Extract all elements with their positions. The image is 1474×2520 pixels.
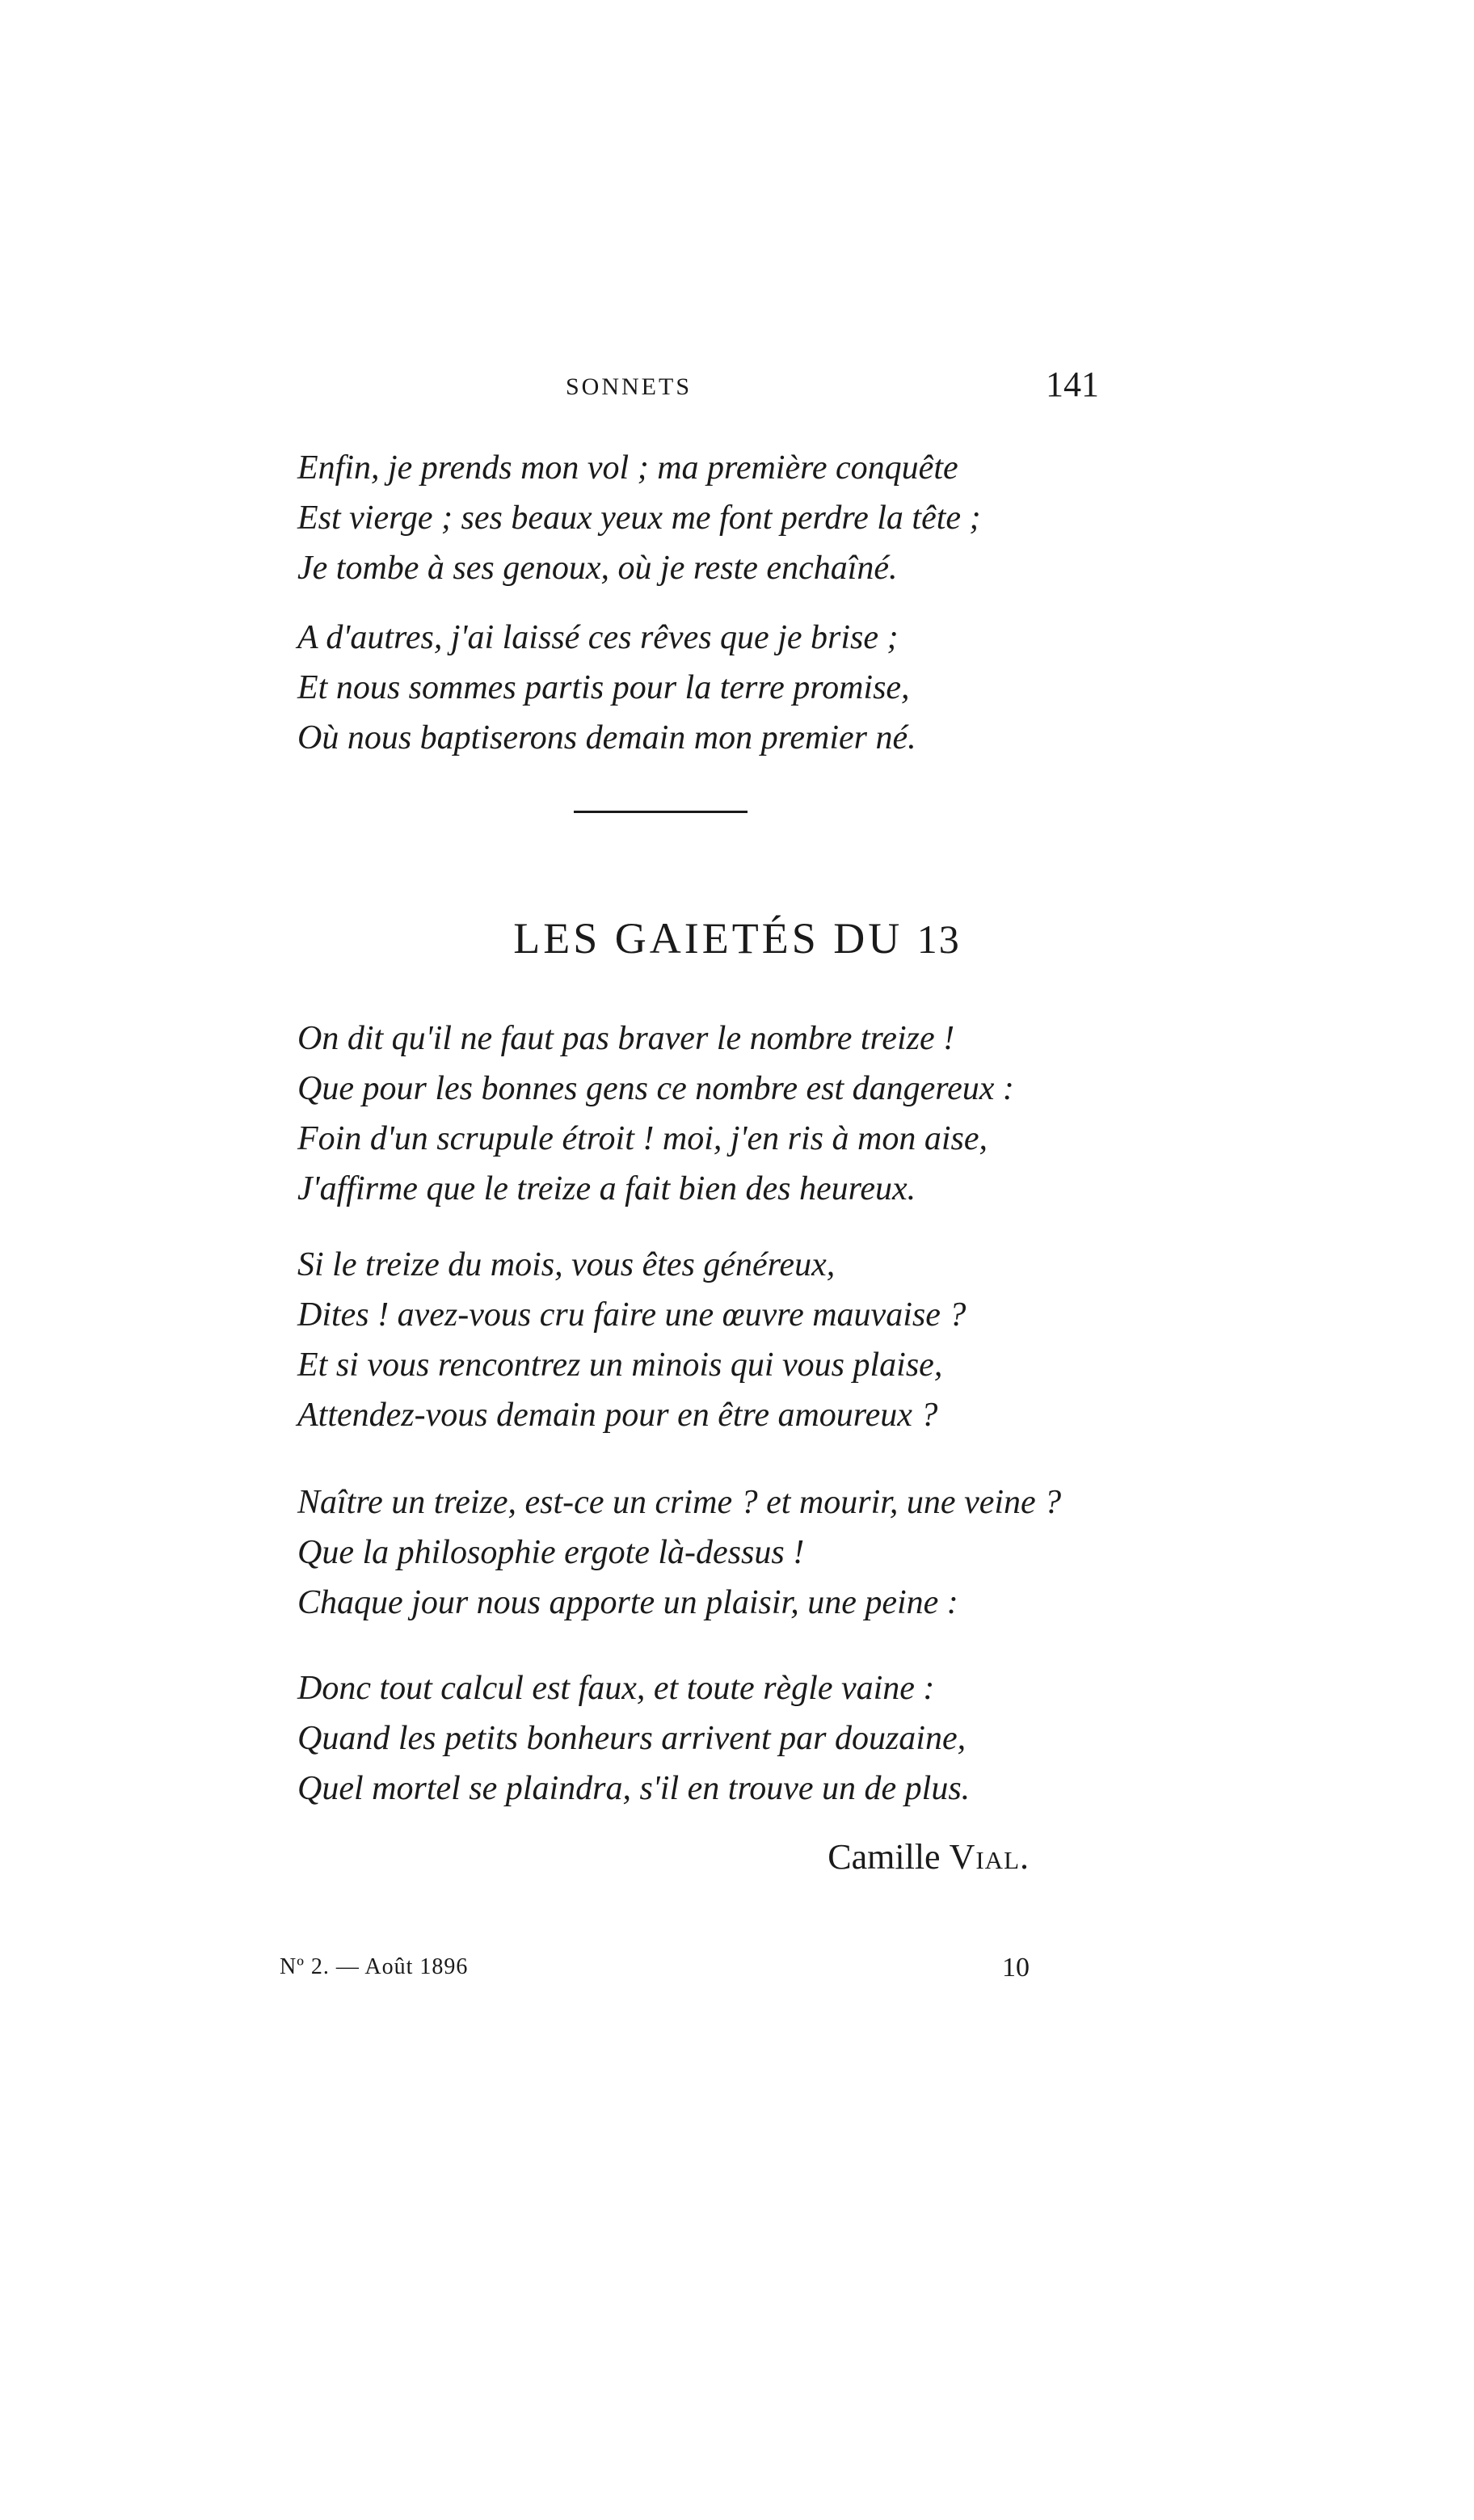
verse-line: Quel mortel se plaindra, s'il en trouve un de plus. [297,1770,971,1807]
verse-line: Est vierge ; ses beaux yeux me font perdre la tête ; [297,499,981,537]
sonnet-tercet-2 [297,613,916,763]
verse-line: Foin d'un scrupule étroit ! moi, j'en ris à mon aise, [297,1120,988,1157]
section-divider [574,811,748,813]
author-first-name: Camille [828,1837,941,1877]
signature-mark: 10 [1002,1953,1030,1983]
verse-line: Donc tout calcul est faux, et toute règle vaine : [297,1670,935,1707]
verse-line: Enfin, je prends mon vol ; ma première conquête [297,449,958,487]
poem-title [0,913,1474,963]
verse-line: Que pour les bonnes gens ce nombre est dangereux : [297,1070,1014,1107]
issue-line: Nº 2. — Août 1896 [280,1954,469,1979]
verse-line: J'affirme que le treize a fait bien des heureux. [297,1170,916,1207]
verse-line: Naître un treize, est-ce un crime ? et mourir, une veine ? [297,1484,1062,1521]
poem-title-number: 13 [916,917,961,962]
verse-line: Où nous baptiserons demain mon premier né. [297,719,916,756]
poem-title-text: LES GAIETÉS DU [513,914,903,963]
verse-line: Et nous sommes partis pour la terre promise, [297,669,910,706]
verse-line: Dites ! avez-vous cru faire une œuvre mauvaise ? [297,1296,967,1334]
verse-line: A d'autres, j'ai laissé ces rêves que je brise ; [297,619,899,656]
sonnet-tercet-1 [297,443,981,593]
verse-line: Que la philosophie ergote là-dessus ! [297,1534,805,1571]
verse-line: On dit qu'il ne faut pas braver le nombre treize ! [297,1020,955,1057]
verse-line: Chaque jour nous apporte un plaisir, une peine : [297,1584,958,1621]
verse-line: Et si vous rencontrez un minois qui vous plaise, [297,1346,943,1384]
running-head: SONNETS [566,373,693,400]
verse-line: Je tombe à ses genoux, où je reste enchaîné. [297,550,898,587]
verse-line: Attendez-vous demain pour en être amoureux ? [297,1397,938,1434]
poem-quatrain-1 [297,1013,1014,1214]
verse-line: Si le treize du mois, vous êtes généreux, [297,1246,836,1283]
verse-line: Quand les petits bonheurs arrivent par douzaine, [297,1720,967,1757]
author-last-name: Vial. [949,1837,1030,1877]
poem-tercet-2 [297,1663,970,1814]
author-signature [828,1836,1030,1877]
poem-quatrain-2 [297,1240,966,1440]
poem-tercet-1 [297,1477,1061,1628]
page-number: 141 [1046,365,1099,404]
